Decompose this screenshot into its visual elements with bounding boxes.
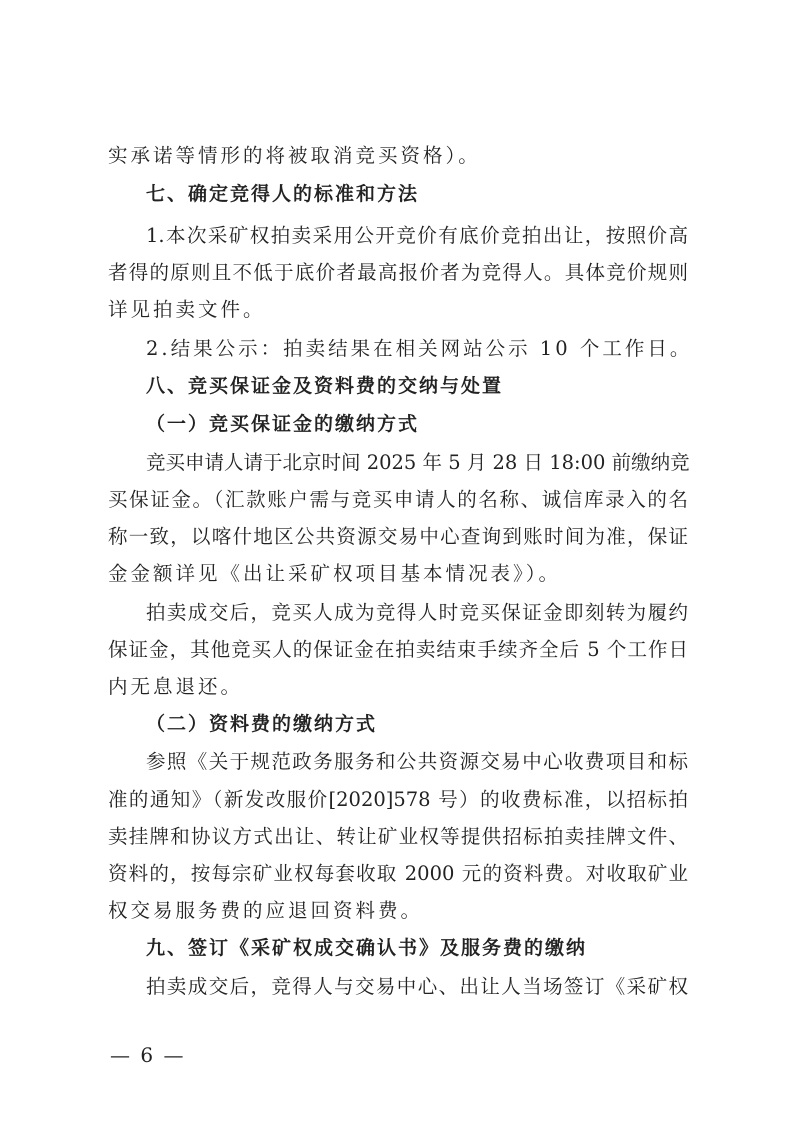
paragraph-line: 参照《关于规范政务服务和公共资源交易中心收费项目和标 bbox=[146, 750, 688, 773]
paragraph-line: 资料的，按每宗矿业权每套收取 2000 元的资料费。对收取矿业 bbox=[108, 862, 688, 885]
subsection-heading-1: （一）竞买保证金的缴纳方式 bbox=[146, 413, 420, 435]
paragraph-line: 1.本次采矿权拍卖采用公开竞价有底价竞拍出让，按照价高 bbox=[146, 224, 688, 247]
section-heading-8: 八、竞买保证金及资料费的交纳与处置 bbox=[146, 375, 504, 397]
paragraph-line: 权交易服务费的应退回资料费。 bbox=[108, 899, 424, 922]
subsection-heading-2: （二）资料费的缴纳方式 bbox=[146, 713, 378, 735]
paragraph-line: 者得的原则且不低于底价者最高报价者为竞得人。具体竞价规则 bbox=[108, 261, 688, 284]
paragraph-line: 2.结果公示：拍卖结果在相关网站公示 10 个工作日。 bbox=[146, 337, 693, 360]
paragraph-line: 详见拍卖文件。 bbox=[108, 298, 266, 321]
paragraph-line: 金金额详见《出让采矿权项目基本情况表》）。 bbox=[108, 562, 562, 585]
paragraph-line: 买保证金。（汇款账户需与竞买申请人的名称、诚信库录入的名 bbox=[108, 488, 688, 511]
paragraph-line: 准的通知》（新发改服价[2020]578 号）的收费标准，以招标拍 bbox=[108, 788, 688, 811]
paragraph-line: 内无息退还。 bbox=[108, 675, 244, 698]
paragraph-line: 保证金，其他竞买人的保证金在拍卖结束手续齐全后 5 个工作日 bbox=[108, 638, 688, 661]
page-number: — 6 — bbox=[110, 1043, 186, 1067]
section-heading-9: 九、签订《采矿权成交确认书》及服务费的缴纳 bbox=[146, 937, 588, 959]
paragraph-line: 称一致，以喀什地区公共资源交易中心查询到账时间为准，保证 bbox=[108, 525, 688, 548]
paragraph-line: 实承诺等情形的将被取消竞买资格）。 bbox=[108, 144, 481, 167]
section-heading-7: 七、确定竞得人的标准和方法 bbox=[146, 183, 420, 205]
paragraph-line: 卖挂牌和协议方式出让、转让矿业权等提供招标拍卖挂牌文件、 bbox=[108, 825, 688, 848]
paragraph-line: 竞买申请人请于北京时间 2025 年 5 月 28 日 18:00 前缴纳竞 bbox=[146, 451, 690, 474]
paragraph-line: 拍卖成交后，竞买人成为竞得人时竞买保证金即刻转为履约 bbox=[146, 601, 688, 624]
paragraph-line: 拍卖成交后，竞得人与交易中心、出让人当场签订《采矿权 bbox=[146, 975, 688, 998]
